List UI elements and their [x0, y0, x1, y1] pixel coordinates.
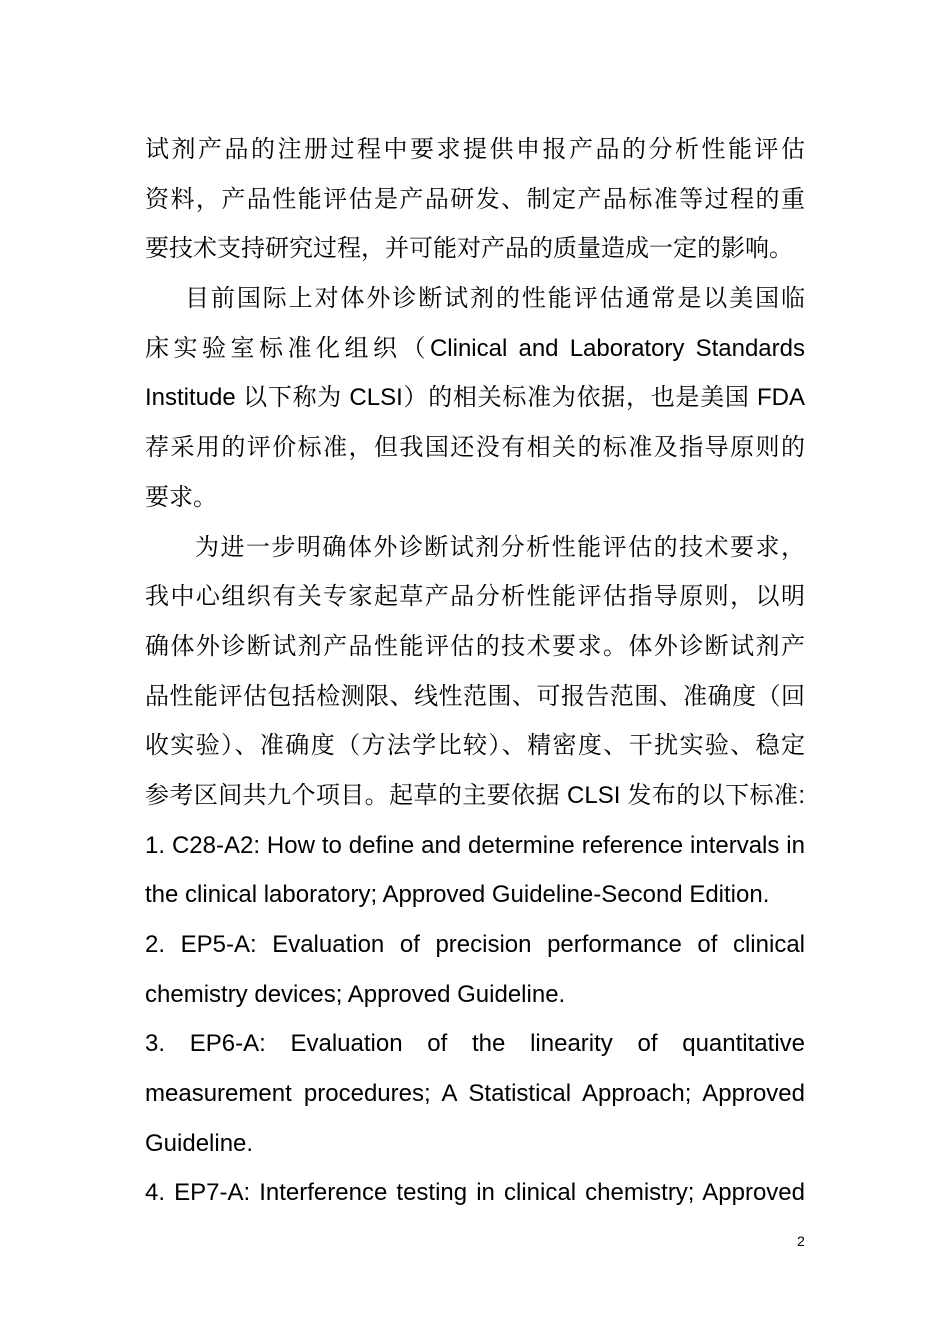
paragraph [145, 526, 805, 824]
text-line: 床实验室标准化组织（Clinical and Laboratory Standards [145, 334, 805, 362]
text-line: 1. C28-A2: How to define and determine reference intervals in [145, 831, 805, 859]
text-line: 试剂产品的注册过程中要求提供申报产品的分析性能评估 [145, 136, 805, 163]
text-line: 目前国际上对体外诊断试剂的性能评估通常是以美国临 [185, 285, 805, 313]
text-line: 品性能评估包括检测限、线性范围、可报告范围、准确度（回 [145, 682, 805, 710]
text-line: Guideline. [145, 1129, 254, 1157]
text-line: measurement procedures; A Statistical Approach; Approved [145, 1080, 805, 1108]
text-line: 荐采用的评价标准，但我国还没有相关的标准及指导原则的 [145, 434, 805, 462]
text-line: 要求。 [145, 483, 217, 511]
text-line: 收实验）、准确度（方法学比较）、精密度、干扰实验、稳定 [145, 732, 805, 760]
text-line: 2. EP5-A: Evaluation of precision performance of clinical [145, 931, 805, 958]
paragraph [145, 824, 805, 923]
paragraph [145, 277, 805, 525]
text-line: 4. EP7-A: Interference testing in clinical chemistry; Approved [145, 1179, 805, 1207]
text-line: the clinical laboratory; Approved Guideline-Second Edition. [145, 881, 770, 909]
text-line: 3. EP6-A: Evaluation of the linearity of quantitative [145, 1030, 805, 1058]
document-body [145, 128, 805, 1221]
paragraph [145, 1171, 805, 1221]
paragraph [145, 128, 805, 277]
text-line: 确体外诊断试剂产品性能评估的技术要求。体外诊断试剂产 [145, 632, 805, 660]
text-line: 我中心组织有关专家起草产品分析性能评估指导原则，以明 [145, 583, 805, 611]
text-line: 资料，产品性能评估是产品研发、制定产品标准等过程的重 [145, 185, 805, 213]
text-line: 参考区间共九个项目。起草的主要依据 CLSI 发布的以下标准: [145, 781, 805, 809]
text-line: 为进一步明确体外诊断试剂分析性能评估的技术要求， [195, 533, 805, 561]
text-line: 要技术支持研究过程，并可能对产品的质量造成一定的影响。 [145, 235, 793, 263]
page-number: 2 [797, 1233, 805, 1249]
paragraph [145, 923, 805, 1022]
paragraph [145, 1022, 805, 1171]
text-line: chemistry devices; Approved Guideline. [145, 980, 566, 1008]
text-line: Institude 以下称为 CLSI）的相关标准为依据，也是美国 FDA [145, 384, 805, 412]
